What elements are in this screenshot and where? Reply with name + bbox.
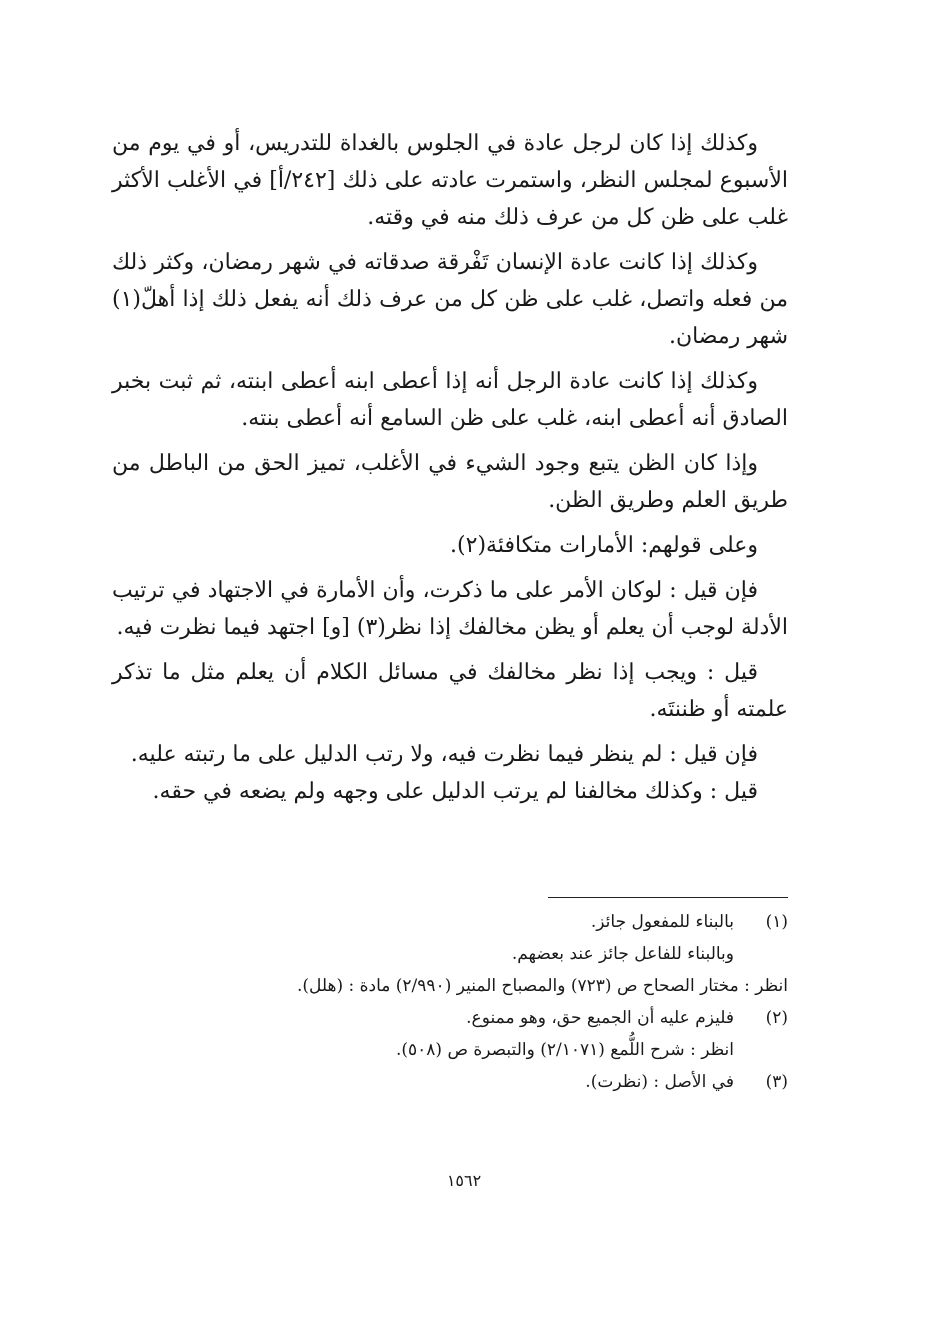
footnote-text: بالبناء للمفعول جائز.	[590, 912, 734, 932]
footnote-text: في الأصل : (نظرت).	[585, 1072, 734, 1092]
footnote-separator	[548, 897, 788, 898]
page-number: ١٥٦٢	[446, 1171, 482, 1190]
footnote-3	[112, 1066, 788, 1098]
footnote-text: فليزم عليه أن الجميع حق، وهو ممنوع.	[466, 1008, 734, 1028]
footnote-1	[112, 906, 788, 938]
paragraph: وكذلك إذا كان لرجل عادة في الجلوس بالغداة للتدريس، أو في يوم من الأسبوع لمجلس النظر، واستمرت عادته على ذلك [٢٤٢/أ] في الأغلب الأكثر غلب على ظن كل من عرف ذلك منه في وقته.	[112, 131, 788, 230]
footnote-line: انظر : مختار الصحاح ص (٧٢٣) والمصباح المنير (٢/٩٩٠) مادة : (هلل).	[296, 976, 788, 996]
footnote-2	[112, 1002, 788, 1034]
footnote-number: (٢)	[765, 1008, 788, 1028]
footnote-number: (٣)	[765, 1072, 788, 1092]
footnote-line: وبالبناء للفاعل جائز عند بعضهم.	[511, 944, 734, 964]
footnotes	[112, 906, 788, 1098]
paragraph: وعلى قولهم: الأمارات متكافئة(٢).	[450, 533, 758, 558]
footnote-number: (١)	[765, 912, 788, 932]
paragraph: قيل : وكذلك مخالفنا لم يرتب الدليل على وجهه ولم يضعه في حقه.	[152, 779, 758, 804]
paragraph: فإن قيل : لم ينظر فيما نظرت فيه، ولا رتب الدليل على ما رتبته عليه.	[130, 742, 758, 767]
paragraph: وكذلك إذا كانت عادة الإنسان تَفْرقة صدقاته في شهر رمضان، وكثر ذلك من فعله واتصل، غلب على ظن كل من عرف ذلك أنه يفعل ذلك إذا أهلّ(١) شهر رمضان.	[112, 250, 788, 349]
paragraph: وإذا كان الظن يتبع وجود الشيء في الأغلب، تميز الحق من الباطل من طريق العلم وطريق الظن.	[112, 451, 788, 513]
main-text	[112, 125, 788, 810]
paragraph: قيل : ويجب إذا نظر مخالفك في مسائل الكلام أن يعلم مثل ما تذكر علمته أو ظننتَه.	[112, 660, 788, 722]
footnote-line: انظر : شرح اللُّمع (٢/١٠٧١) والتبصرة ص (٥٠٨).	[395, 1040, 734, 1060]
paragraph: وكذلك إذا كانت عادة الرجل أنه إذا أعطى ابنه أعطى ابنته، ثم ثبت بخبر الصادق أنه أعطى ابنه، غلب على ظن السامع أنه أعطى بنته.	[112, 369, 788, 431]
paragraph: فإن قيل : لوكان الأمر على ما ذكرت، وأن الأمارة في الاجتهاد في ترتيب الأدلة لوجب أن يعلم أو يظن مخالفك إذا نظر(٣) [و] اجتهد فيما نظرت فيه.	[112, 578, 788, 640]
